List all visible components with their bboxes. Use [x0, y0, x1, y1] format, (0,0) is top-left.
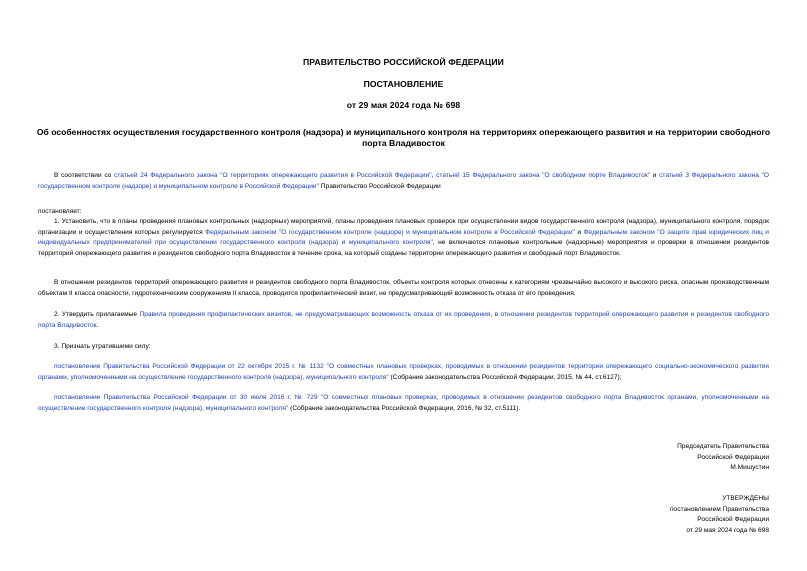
item-1 — [38, 217, 769, 259]
link-resolution-729[interactable]: постановление Правительства Российской Федерации от 30 июля 2016 г. № 729 "О совместных плановых проверках, проводимых в отношении резидентов свободного порта Владивосток органами, уполномоченными на осуществление государственного контроля (надзора), муниципального контроля" — [38, 394, 769, 412]
document-type: ПОСТАНОВЛЕНИЕ — [363, 79, 444, 89]
repeal-item-1-text: (Собрание законодательства Российской Федерации, 2015, № 44, ст.6127); — [388, 373, 622, 381]
document-subject: Об особенностях осуществления государственного контроля (надзора) и муниципального контроля на территориях опережающего развития и на территории свободного порта Владивосток — [36, 127, 771, 148]
item-1-text-2: и — [574, 228, 584, 236]
link-law-state-control-art3[interactable]: статьей 3 Федерального закона "О государственном контроле (надзоре) и муниципальном контроле в Российской Федерации" — [38, 172, 769, 190]
preamble-text-4: Правительство Российской Федерации — [318, 182, 441, 190]
item-2-text-1: 2. Утвердить прилагаемые — [54, 311, 140, 318]
preamble-text-2: , — [431, 172, 437, 179]
preamble-text-1: В соответствии со — [54, 172, 115, 179]
repeal-item-2 — [38, 393, 769, 414]
item-1-text-3: , не включаются плановые контрольные (надзорные) мероприятия и проверки в отношении резидентов территорий опережающего развития и резидентов свободного порта Владивосток в течение срока, на который созданы территории опережающего развития и свободный порт Владивосток. — [38, 239, 769, 257]
approval-line-4: от 29 мая 2024 года № 698 — [686, 526, 769, 534]
repeal-item-2-text: (Собрание законодательства Российской Федерации, 2016, № 32, ст.5111). — [288, 404, 521, 412]
item-1-continued: В отношении резидентов территорий опережающего развития и резидентов свободного порта Владивосток, объекты контроля которых отнесены к категориям чрезвычайно высокого и высокого риска, опасным производственным объектам II класса опасности, гидротехническим сооружениям II класса, проводится профилактический визит, не предусматривающий возможность отказа от его проведения. — [38, 279, 769, 297]
resolves-label: постановляет: — [38, 208, 82, 215]
document-date: от 29 мая 2024 года № 698 — [346, 100, 461, 110]
link-law-tor-art24[interactable]: статьей 24 Федерального закона "О территориях опережающего развития в Российской Федерации" — [114, 172, 432, 179]
government-title: ПРАВИТЕЛЬСТВО РОССИЙСКОЙ ФЕДЕРАЦИИ — [303, 57, 504, 67]
approval-line-1: УТВЕРЖДЕНЫ — [722, 495, 769, 502]
item-2-text-2: . — [96, 321, 99, 329]
link-resolution-1132[interactable]: постановление Правительства Российской Федерации от 22 октября 2015 г. № 1132 "О совместных плановых проверках, проводимых в отношении резидентов территории опережающего социально-экономического развития органами, уполномоченными на осуществление государственного контроля (надзора), муниципального контроля" — [38, 363, 769, 381]
signature-block — [677, 442, 769, 474]
approval-block — [670, 494, 769, 536]
item-3: 3. Признать утратившими силу: — [54, 343, 151, 350]
preamble-text-3: и — [650, 172, 660, 179]
approval-line-2: постановлением Правительства — [669, 505, 769, 513]
repeal-item-1 — [38, 362, 769, 383]
signature-name: М.Мишустин — [730, 464, 769, 471]
item-1-text-1: 1. Установить, что в планы проведения плановых контрольных (надзорных) мероприятий, планы проведения плановых проверок при осуществлении видов государственного контроля (надзора), муниципального контроля, порядок организации и осуществления которых регулируется — [38, 218, 769, 236]
link-law-protection-rights[interactable]: Федеральным законом "О защите прав юридических лиц и индивидуальных предпринимателей при осуществлении государственного контроля (надзора) и муниципального контроля" — [38, 228, 769, 246]
link-rules-preventive-visits[interactable]: Правила проведения профилактических визитов, не предусматривающих возможность отказа от их проведения, в отношении резидентов территорий опережающего развития и резидентов свободного порта Владивосток — [38, 311, 769, 329]
approval-line-3: Российской Федерации — [697, 516, 769, 523]
signature-line-1: Председатель Правительства — [677, 443, 769, 450]
item-2 — [38, 310, 769, 331]
link-law-state-control[interactable]: Федеральным законом "О государственном контроле (надзоре) и муниципальном контроле в Российской Федерации" — [205, 228, 575, 236]
link-law-free-port-art15[interactable]: статьей 15 Федерального закона "О свободном порте Владивосток" — [436, 172, 651, 179]
signature-line-2: Российской Федерации — [697, 453, 769, 461]
preamble — [38, 171, 769, 192]
